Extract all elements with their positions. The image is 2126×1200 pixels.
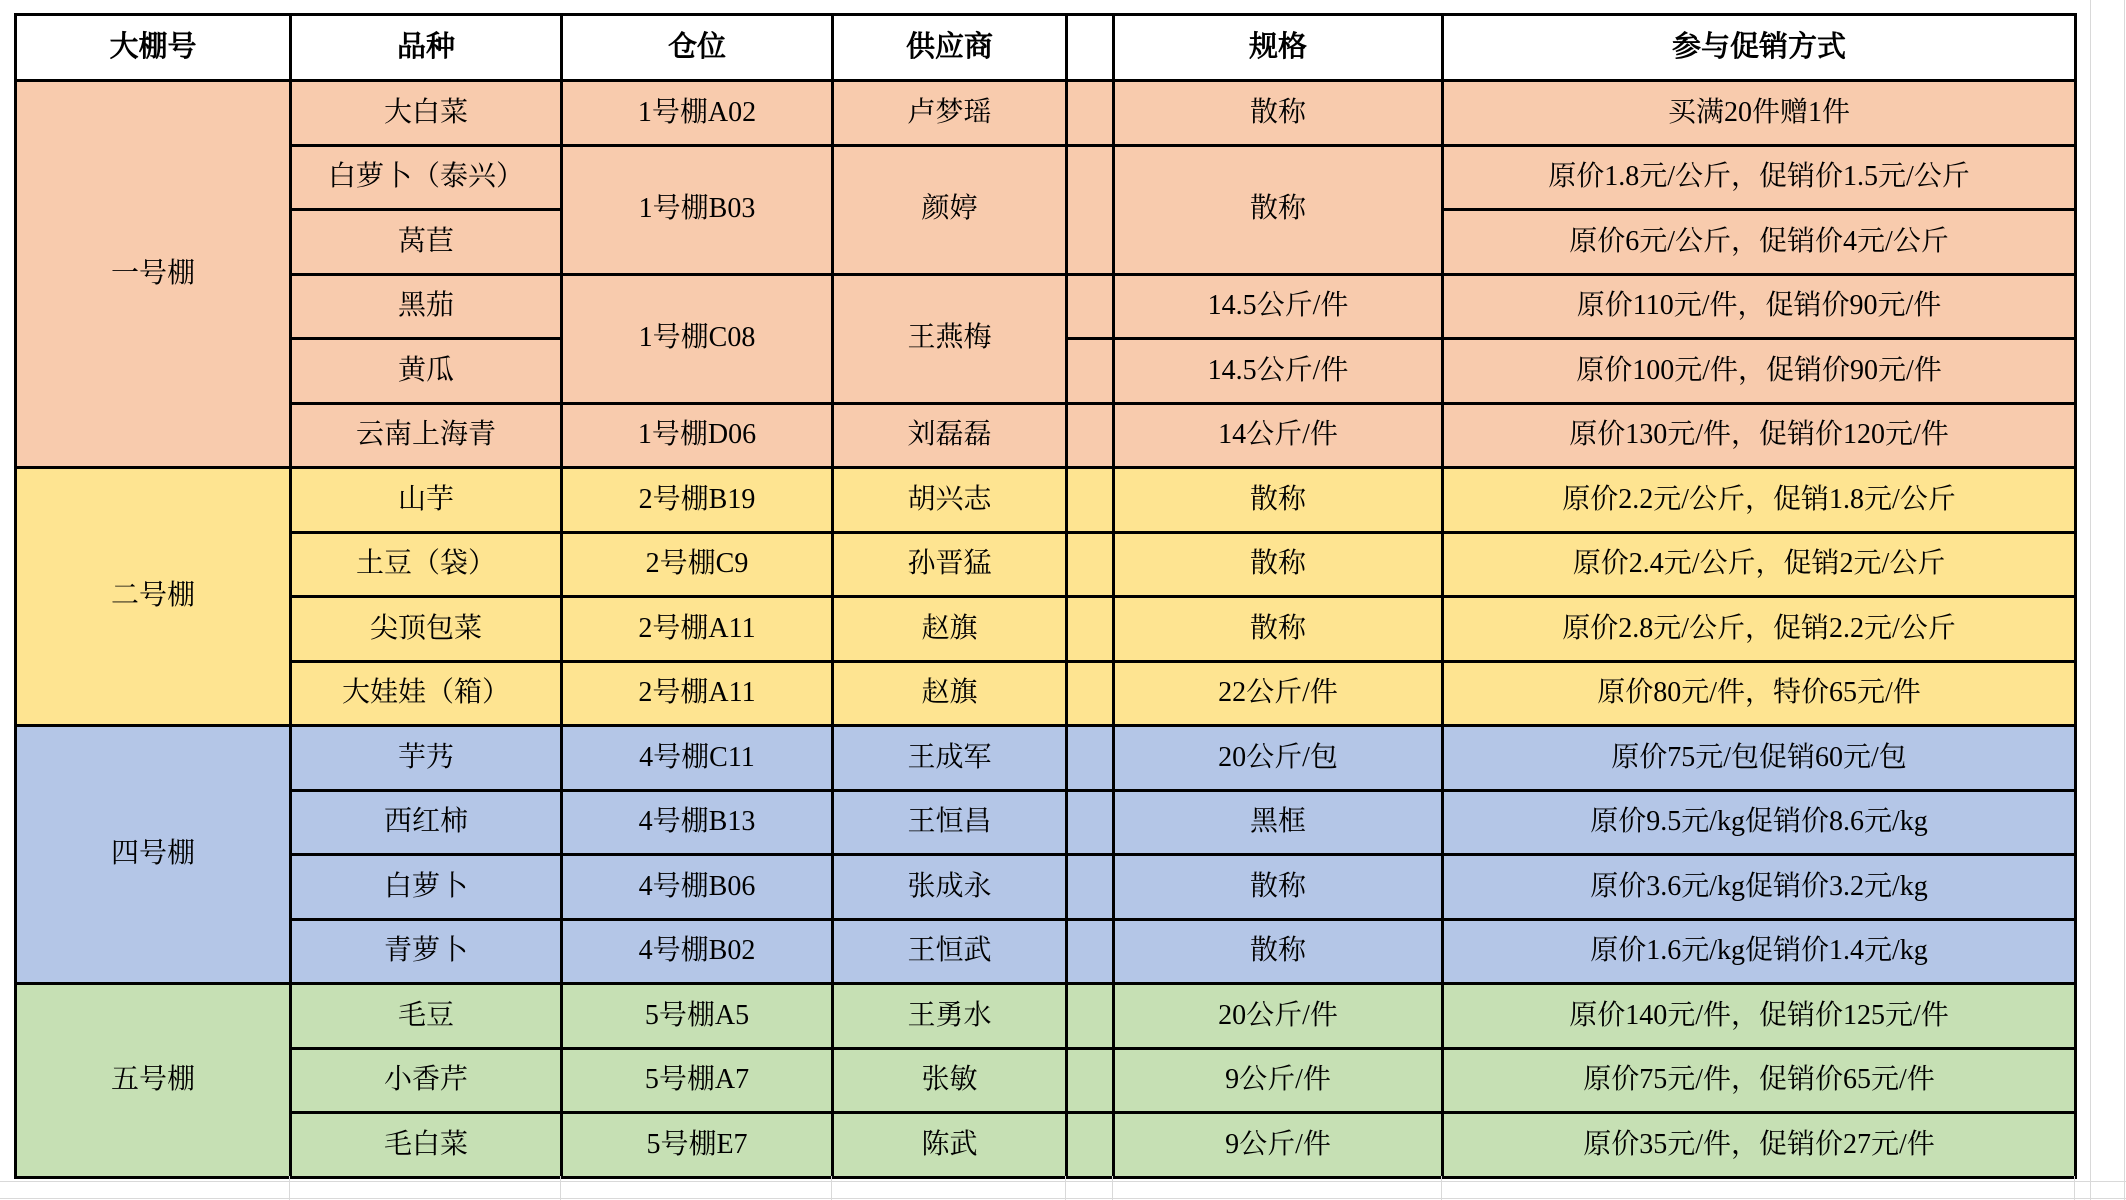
promo-cell[interactable]: 原价100元/件，促销价90元/件 bbox=[1443, 339, 2076, 404]
location-cell[interactable]: 4号棚B06 bbox=[562, 855, 833, 920]
sheet-gridline bbox=[831, 1176, 832, 1200]
location-cell[interactable]: 1号棚A02 bbox=[562, 81, 833, 146]
promo-cell[interactable]: 原价2.4元/公斤，促销2元/公斤 bbox=[1443, 532, 2076, 597]
sheet-gridline bbox=[2124, 0, 2125, 1200]
greenhouse-cell[interactable]: 四号棚 bbox=[16, 726, 291, 984]
location-cell[interactable]: 5号棚A7 bbox=[562, 1048, 833, 1113]
sheet-gridline bbox=[1441, 1176, 1442, 1200]
supplier-cell[interactable]: 孙晋猛 bbox=[833, 532, 1067, 597]
variety-cell[interactable]: 大白菜 bbox=[291, 81, 562, 146]
promo-cell[interactable]: 原价9.5元/kg促销价8.6元/kg bbox=[1443, 790, 2076, 855]
table-row bbox=[16, 726, 2076, 791]
supplier-cell[interactable]: 赵旗 bbox=[833, 597, 1067, 662]
location-cell[interactable]: 5号棚E7 bbox=[562, 1113, 833, 1178]
variety-cell[interactable]: 黄瓜 bbox=[291, 339, 562, 404]
promo-cell[interactable]: 原价1.6元/kg促销价1.4元/kg bbox=[1443, 919, 2076, 984]
promo-cell[interactable]: 原价130元/件，促销价120元/件 bbox=[1443, 403, 2076, 468]
supplier-cell[interactable]: 卢梦瑶 bbox=[833, 81, 1067, 146]
spacer-cell[interactable] bbox=[1067, 532, 1114, 597]
table-row bbox=[16, 1048, 2076, 1113]
location-cell[interactable]: 4号棚B13 bbox=[562, 790, 833, 855]
table-row bbox=[16, 145, 2076, 210]
header-cell-location[interactable]: 仓位 bbox=[562, 15, 833, 81]
spacer-cell[interactable] bbox=[1067, 468, 1114, 533]
location-cell[interactable]: 4号棚B02 bbox=[562, 919, 833, 984]
spec-cell[interactable]: 黑框 bbox=[1114, 790, 1443, 855]
table-row bbox=[16, 532, 2076, 597]
spacer-cell[interactable] bbox=[1067, 597, 1114, 662]
spacer-cell[interactable] bbox=[1067, 919, 1114, 984]
supplier-cell[interactable]: 陈武 bbox=[833, 1113, 1067, 1178]
location-cell[interactable]: 1号棚D06 bbox=[562, 403, 833, 468]
variety-cell[interactable]: 大娃娃（箱） bbox=[291, 661, 562, 726]
variety-cell[interactable]: 白萝卜（泰兴） bbox=[291, 145, 562, 210]
header-cell-variety[interactable]: 品种 bbox=[291, 15, 562, 81]
spacer-cell[interactable] bbox=[1067, 661, 1114, 726]
spec-cell[interactable]: 9公斤/件 bbox=[1114, 1113, 1443, 1178]
spacer-cell[interactable] bbox=[1067, 274, 1114, 339]
header-cell-promo[interactable]: 参与促销方式 bbox=[1443, 15, 2076, 81]
location-cell[interactable]: 2号棚C9 bbox=[562, 532, 833, 597]
sheet-gridline bbox=[560, 1176, 561, 1200]
spec-cell[interactable]: 20公斤/包 bbox=[1114, 726, 1443, 791]
table-row bbox=[16, 661, 2076, 726]
variety-cell[interactable]: 芋艿 bbox=[291, 726, 562, 791]
header-cell-supplier[interactable]: 供应商 bbox=[833, 15, 1067, 81]
promotion-table bbox=[14, 13, 2077, 1179]
spacer-cell[interactable] bbox=[1067, 855, 1114, 920]
table-row bbox=[16, 597, 2076, 662]
header-cell-greenhouse[interactable]: 大棚号 bbox=[16, 15, 291, 81]
promo-cell[interactable]: 原价2.2元/公斤，促销1.8元/公斤 bbox=[1443, 468, 2076, 533]
spacer-cell[interactable] bbox=[1067, 984, 1114, 1049]
location-cell[interactable]: 2号棚A11 bbox=[562, 597, 833, 662]
variety-cell[interactable]: 山芋 bbox=[291, 468, 562, 533]
sheet-gridline bbox=[1112, 1176, 1113, 1200]
spec-cell[interactable]: 散称 bbox=[1114, 855, 1443, 920]
greenhouse-cell[interactable]: 一号棚 bbox=[16, 81, 291, 468]
spec-cell[interactable]: 散称 bbox=[1114, 145, 1443, 274]
spec-cell[interactable]: 14.5公斤/件 bbox=[1114, 274, 1443, 339]
supplier-cell[interactable]: 王恒昌 bbox=[833, 790, 1067, 855]
sheet-gridline bbox=[0, 1198, 2126, 1199]
table-row bbox=[16, 274, 2076, 339]
variety-cell[interactable]: 尖顶包菜 bbox=[291, 597, 562, 662]
header-cell-spec[interactable]: 规格 bbox=[1114, 15, 1443, 81]
location-cell[interactable]: 5号棚A5 bbox=[562, 984, 833, 1049]
spacer-cell[interactable] bbox=[1067, 339, 1114, 404]
spec-cell[interactable]: 22公斤/件 bbox=[1114, 661, 1443, 726]
supplier-cell[interactable]: 刘磊磊 bbox=[833, 403, 1067, 468]
header-row bbox=[16, 15, 2076, 81]
greenhouse-cell[interactable]: 五号棚 bbox=[16, 984, 291, 1178]
table-row bbox=[16, 403, 2076, 468]
spacer-cell[interactable] bbox=[1067, 790, 1114, 855]
table-row bbox=[16, 919, 2076, 984]
spec-cell[interactable]: 散称 bbox=[1114, 532, 1443, 597]
spacer-cell[interactable] bbox=[1067, 1113, 1114, 1178]
spec-cell[interactable]: 14公斤/件 bbox=[1114, 403, 1443, 468]
spacer-cell[interactable] bbox=[1067, 145, 1114, 274]
location-cell[interactable]: 1号棚C08 bbox=[562, 274, 833, 403]
promo-cell[interactable]: 原价35元/件，促销价27元/件 bbox=[1443, 1113, 2076, 1178]
sheet-gridline bbox=[2090, 0, 2091, 1200]
variety-cell[interactable]: 莴苣 bbox=[291, 210, 562, 275]
spec-cell[interactable]: 14.5公斤/件 bbox=[1114, 339, 1443, 404]
supplier-cell[interactable]: 王成军 bbox=[833, 726, 1067, 791]
spacer-cell[interactable] bbox=[1067, 403, 1114, 468]
variety-cell[interactable]: 青萝卜 bbox=[291, 919, 562, 984]
spacer-cell[interactable] bbox=[1067, 726, 1114, 791]
variety-cell[interactable]: 黑茄 bbox=[291, 274, 562, 339]
variety-cell[interactable]: 云南上海青 bbox=[291, 403, 562, 468]
table-row bbox=[16, 468, 2076, 533]
spec-cell[interactable]: 散称 bbox=[1114, 597, 1443, 662]
supplier-cell[interactable]: 胡兴志 bbox=[833, 468, 1067, 533]
promo-cell[interactable]: 原价110元/件，促销价90元/件 bbox=[1443, 274, 2076, 339]
variety-cell[interactable]: 毛豆 bbox=[291, 984, 562, 1049]
table-row bbox=[16, 81, 2076, 146]
sheet-gridline bbox=[0, 1181, 2126, 1182]
spec-cell[interactable]: 散称 bbox=[1114, 81, 1443, 146]
variety-cell[interactable]: 小香芹 bbox=[291, 1048, 562, 1113]
supplier-cell[interactable]: 王勇水 bbox=[833, 984, 1067, 1049]
supplier-cell[interactable]: 王恒武 bbox=[833, 919, 1067, 984]
sheet-gridline bbox=[289, 1176, 290, 1200]
spec-cell[interactable]: 20公斤/件 bbox=[1114, 984, 1443, 1049]
promo-cell[interactable]: 原价80元/件，特价65元/件 bbox=[1443, 661, 2076, 726]
sheet-gridline bbox=[1065, 1176, 1066, 1200]
spacer-cell[interactable] bbox=[1067, 1048, 1114, 1113]
table-row bbox=[16, 984, 2076, 1049]
location-cell[interactable]: 4号棚C11 bbox=[562, 726, 833, 791]
sheet-gridline bbox=[2074, 1176, 2075, 1200]
spec-cell[interactable]: 散称 bbox=[1114, 468, 1443, 533]
supplier-cell[interactable]: 颜婷 bbox=[833, 145, 1067, 274]
promo-cell[interactable]: 原价3.6元/kg促销价3.2元/kg bbox=[1443, 855, 2076, 920]
supplier-cell[interactable]: 赵旗 bbox=[833, 661, 1067, 726]
promo-cell[interactable]: 原价140元/件，促销价125元/件 bbox=[1443, 984, 2076, 1049]
supplier-cell[interactable]: 张成永 bbox=[833, 855, 1067, 920]
spacer-cell[interactable] bbox=[1067, 81, 1114, 146]
header-cell-spacer[interactable] bbox=[1067, 15, 1114, 81]
spec-cell[interactable]: 9公斤/件 bbox=[1114, 1048, 1443, 1113]
variety-cell[interactable]: 白萝卜 bbox=[291, 855, 562, 920]
promo-cell[interactable]: 原价6元/公斤，促销价4元/公斤 bbox=[1443, 210, 2076, 275]
table-row bbox=[16, 790, 2076, 855]
promo-cell[interactable]: 买满20件赠1件 bbox=[1443, 81, 2076, 146]
location-cell[interactable]: 1号棚B03 bbox=[562, 145, 833, 274]
location-cell[interactable]: 2号棚B19 bbox=[562, 468, 833, 533]
variety-cell[interactable]: 毛白菜 bbox=[291, 1113, 562, 1178]
location-cell[interactable]: 2号棚A11 bbox=[562, 661, 833, 726]
greenhouse-cell[interactable]: 二号棚 bbox=[16, 468, 291, 726]
promo-cell[interactable]: 原价75元/包促销60元/包 bbox=[1443, 726, 2076, 791]
table-row bbox=[16, 855, 2076, 920]
promo-cell[interactable]: 原价1.8元/公斤，促销价1.5元/公斤 bbox=[1443, 145, 2076, 210]
variety-cell[interactable]: 西红柿 bbox=[291, 790, 562, 855]
spec-cell[interactable]: 散称 bbox=[1114, 919, 1443, 984]
variety-cell[interactable]: 土豆（袋） bbox=[291, 532, 562, 597]
supplier-cell[interactable]: 张敏 bbox=[833, 1048, 1067, 1113]
table-row bbox=[16, 1113, 2076, 1178]
promo-cell[interactable]: 原价2.8元/公斤，促销2.2元/公斤 bbox=[1443, 597, 2076, 662]
promo-cell[interactable]: 原价75元/件，促销价65元/件 bbox=[1443, 1048, 2076, 1113]
supplier-cell[interactable]: 王燕梅 bbox=[833, 274, 1067, 403]
